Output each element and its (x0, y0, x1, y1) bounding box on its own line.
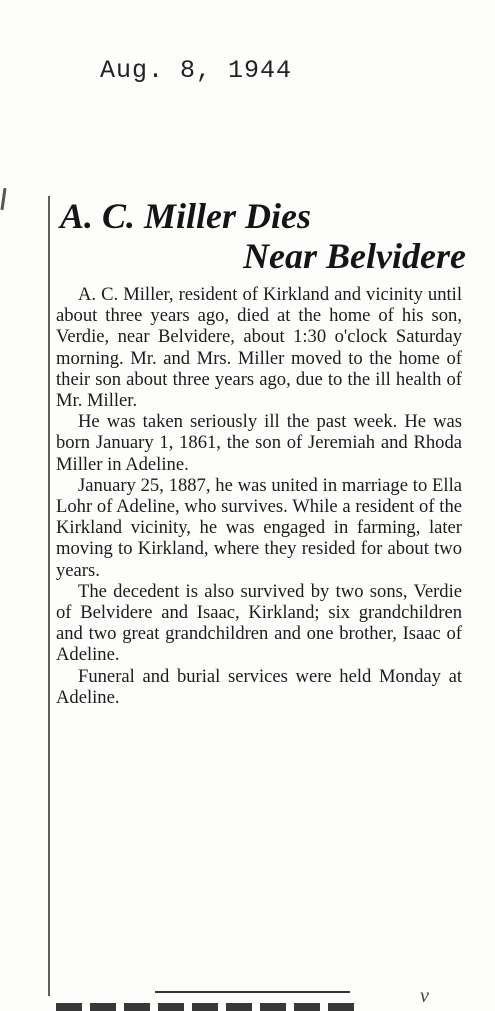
article-paragraph: A. C. Miller, resident of Kirkland and vicinity until about three years ago, died at the home of his son, Verdie, near Belvidere, about 1:30 o'clock Saturday morning. Mr. and Mrs. Miller moved to the home of their son about three years ago, due to the ill health of Mr. Miller. (56, 284, 462, 412)
article-paragraph: January 25, 1887, he was united in marriage to Ella Lohr of Adeline, who survives. While a resident of the Kirkland vicinity, he was engaged in farming, later moving to Kirkland, where they resided for about two years. (56, 474, 462, 581)
article-paragraph: Funeral and burial services were held Monday at Adeline. (56, 665, 462, 708)
article-paragraph: The decedent is also survived by two sons, Verdie of Belvidere and Isaac, Kirkland; six grandchildren and two great grandchildren and one brother, Isaac of Adeline. (56, 580, 462, 666)
headline-line-1: A. C. Miller Dies (60, 196, 312, 236)
article-body (56, 284, 462, 708)
margin-mark: v (420, 985, 429, 1007)
clipping-date: Aug. 8, 1944 (100, 56, 293, 85)
headline-line-2: Near Belvidere (243, 236, 466, 276)
headline (58, 196, 470, 276)
article-paragraph: He was taken seriously ill the past week. He was born January 1, 1861, the son of Jeremiah and Rhoda Miller in Adeline. (56, 411, 462, 475)
cutoff-next-headline (56, 1003, 356, 1011)
edge-mark (0, 188, 6, 210)
column-rule (48, 196, 50, 996)
footer-rule (155, 991, 350, 993)
